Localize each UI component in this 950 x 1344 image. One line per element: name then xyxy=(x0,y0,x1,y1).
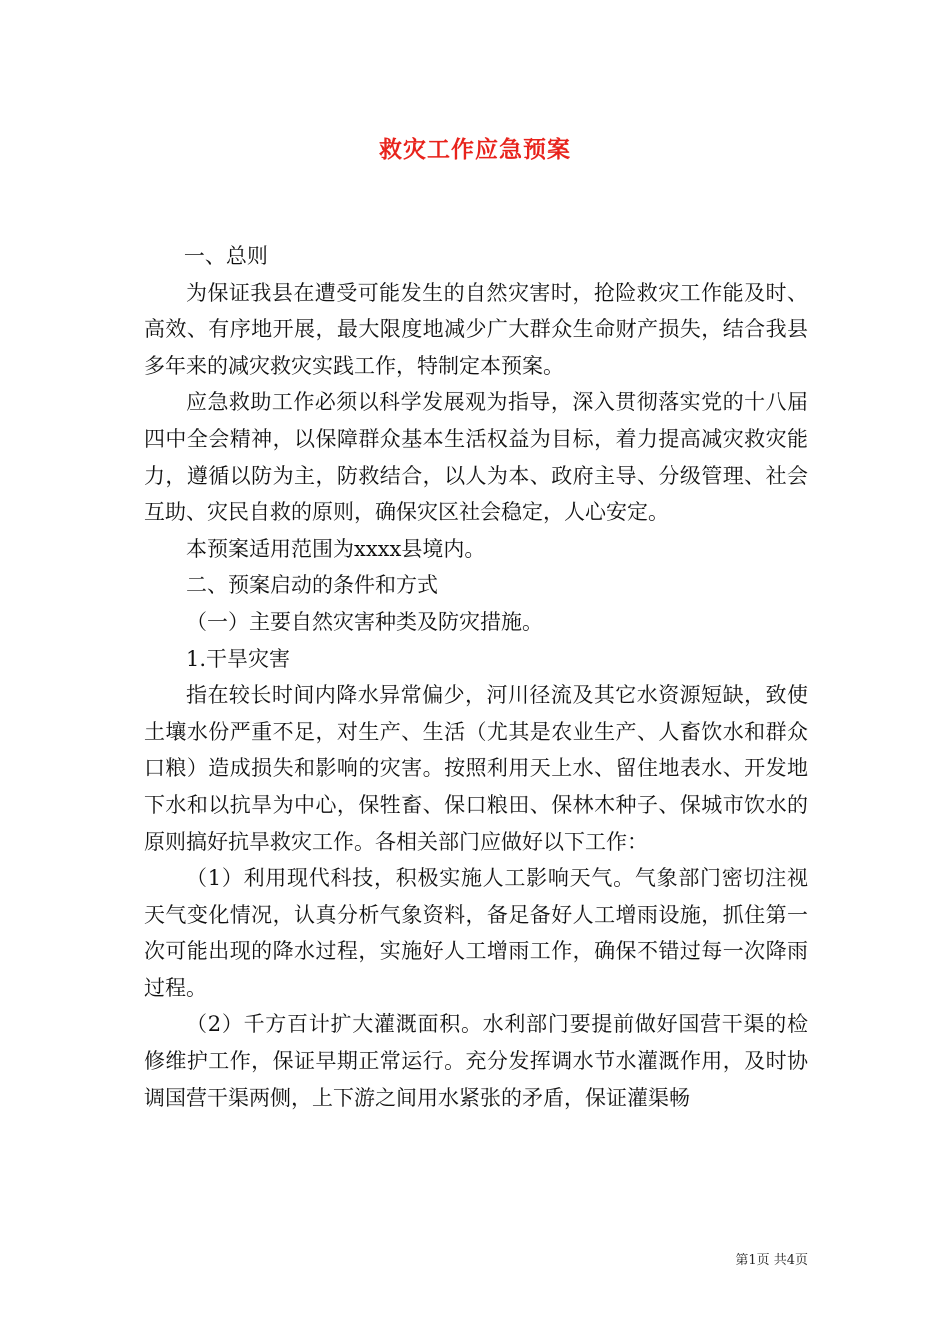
paragraph: 指在较长时间内降水异常偏少，河川径流及其它水资源短缺，致使土壤水份严重不足，对生产、生活（尤其是农业生产、人畜饮水和群众口粮）造成损失和影响的灾害。按照利用天上水、留住地表水、开发地下水和以抗旱为中心，保牲畜、保口粮田、保林木种子、保城市饮水的原则搞好抗旱救灾工作。各相关部门应做好以下工作： xyxy=(144,683,808,854)
paragraph: 为保证我县在遭受可能发生的自然灾害时，抢险救灾工作能及时、高效、有序地开展，最大限度地减少广大群众生命财产损失，结合我县多年来的减灾救灾实践工作，特制定本预案。 xyxy=(144,280,808,378)
subsection-heading: （一）主要自然灾害种类及防灾措施。 xyxy=(186,609,543,634)
section-heading-conditions: 二、预案启动的条件和方式 xyxy=(186,573,438,598)
paragraph: （1）利用现代科技，积极实施人工影响天气。气象部门密切注视天气变化情况，认真分析气象资料，备足备好人工增雨设施，抓住第一次可能出现的降水过程，实施好人工增雨工作，确保不错过每一次降雨过程。 xyxy=(144,866,808,1000)
paragraph: 本预案适用范围为xxxx县境内。 xyxy=(186,536,486,561)
page-title: 救灾工作应急预案 xyxy=(379,136,571,163)
page-number: 第1页 共4页 xyxy=(735,1253,808,1268)
document-body xyxy=(144,238,808,1116)
paragraph: 应急救助工作必须以科学发展观为指导，深入贯彻落实党的十八届四中全会精神，以保障群众基本生活权益为目标，着力提高减灾救灾能力，遵循以防为主，防救结合，以人为本、政府主导、分级管理、社会互助、灾民自救的原则，确保灾区社会稳定，人心安定。 xyxy=(144,390,808,525)
paragraph: （2）千方百计扩大灌溉面积。水利部门要提前做好国营干渠的检修维护工作，保证早期正常运行。充分发挥调水节水灌溉作用，及时协调国营干渠两侧，上下游之间用水紧张的矛盾，保证灌渠畅 xyxy=(144,1012,808,1110)
item-heading-drought: 1.干旱灾害 xyxy=(186,646,291,671)
section-heading-general: 一、总则 xyxy=(183,244,268,268)
